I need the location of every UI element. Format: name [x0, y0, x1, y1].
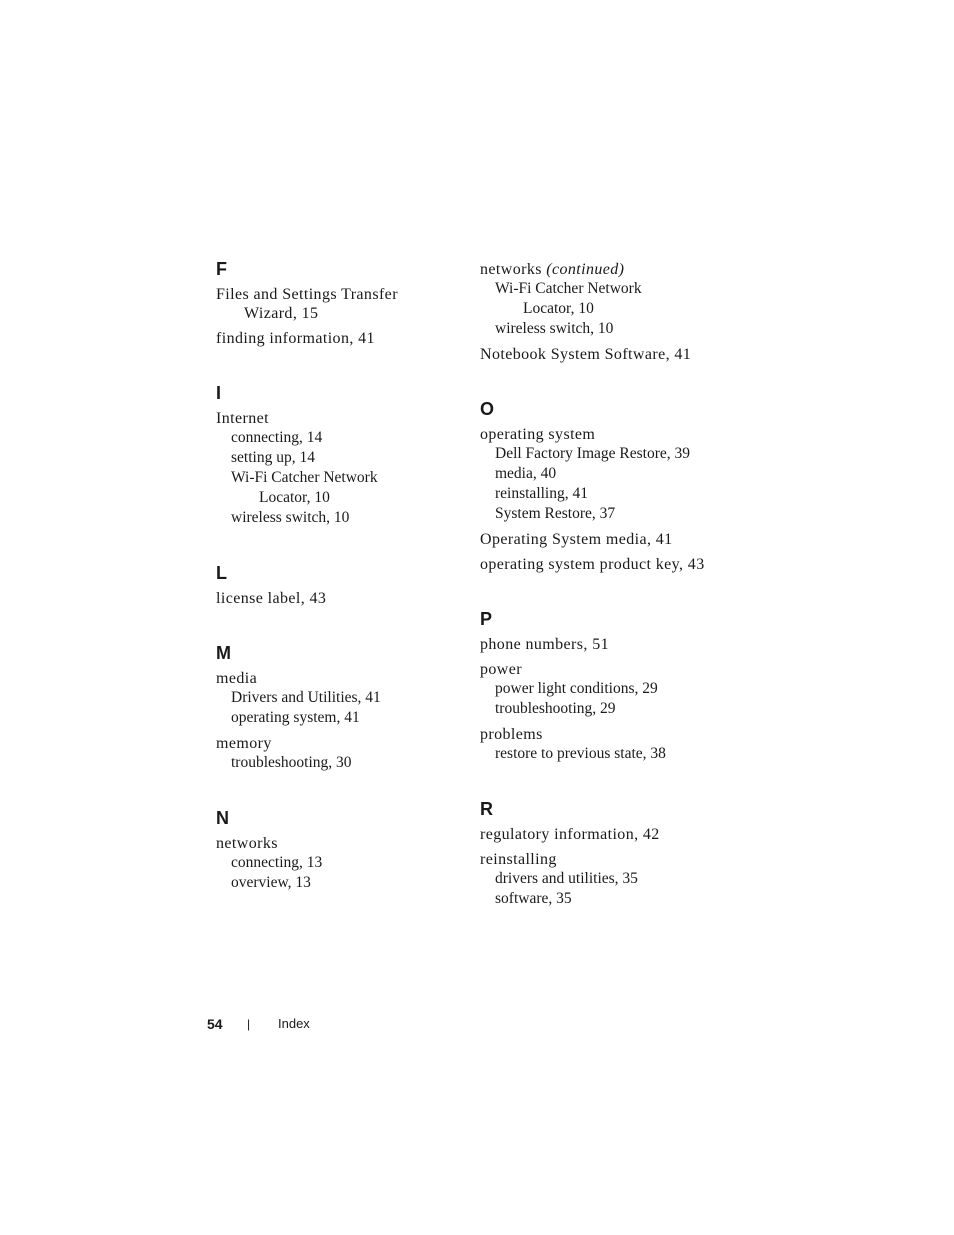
entry-subterm: drivers and utilities, 35 [495, 870, 638, 887]
section-letter: M [216, 643, 231, 663]
index-entry [480, 825, 730, 844]
entry-subterm: reinstalling, 41 [495, 485, 588, 502]
section-letter: L [216, 563, 227, 583]
index-entry [480, 345, 730, 364]
index-entry [480, 725, 730, 764]
entry-term-text: networks [480, 261, 542, 278]
index-entry [480, 555, 730, 574]
entry-term: operating system [480, 426, 596, 443]
index-entry [480, 530, 730, 549]
continued-label: (continued) [546, 261, 625, 278]
index-entry [216, 409, 466, 528]
section-letter: P [480, 609, 493, 629]
entry-subterm: troubleshooting, 30 [231, 754, 352, 771]
index-section-f [216, 258, 466, 348]
entry-term: Internet [216, 410, 269, 427]
entry-term: memory [216, 735, 272, 752]
entry-subterm: overview, 13 [231, 874, 311, 891]
index-column-right [480, 258, 730, 915]
entry-term: license label, 43 [216, 590, 327, 607]
entry-subterm: Wi-Fi Catcher Network [495, 280, 642, 297]
section-letter: F [216, 259, 227, 279]
entry-subterm: power light conditions, 29 [495, 680, 658, 697]
footer-section-label: Index [278, 1016, 310, 1031]
entry-term: Notebook System Software, 41 [480, 346, 692, 363]
entry-term: phone numbers, 51 [480, 636, 610, 653]
entry-term [480, 258, 730, 279]
entry-subterm: wireless switch, 10 [231, 509, 350, 526]
index-entry [480, 850, 730, 909]
section-letter: O [480, 399, 495, 419]
entry-term: regulatory information, 42 [480, 826, 660, 843]
entry-subterm: System Restore, 37 [495, 505, 616, 522]
entry-subterm: connecting, 14 [231, 429, 323, 446]
index-section-i [216, 382, 466, 528]
index-entry [480, 660, 730, 719]
entry-term: operating system product key, 43 [480, 556, 705, 573]
index-section-o [480, 398, 730, 574]
index-entry [216, 285, 466, 323]
section-letter: R [480, 799, 493, 819]
index-section-l [216, 562, 466, 608]
entry-subterm: software, 35 [495, 890, 572, 907]
index-entry [480, 258, 730, 339]
entry-subterm: troubleshooting, 29 [495, 700, 616, 717]
entry-subterm: Wi-Fi Catcher Network [231, 469, 378, 486]
index-section-r [480, 798, 730, 909]
section-letter: N [216, 808, 229, 828]
entry-subterm: setting up, 14 [231, 449, 315, 466]
entry-term: power [480, 661, 522, 678]
entry-subterm: wireless switch, 10 [495, 320, 614, 337]
entry-term: Files and Settings Transfer [216, 286, 398, 303]
entry-term: media [216, 670, 258, 687]
entry-subterm: connecting, 13 [231, 854, 323, 871]
entry-term: Operating System media, 41 [480, 531, 673, 548]
section-letter: I [216, 383, 222, 403]
entry-subterm-continuation: Locator, 10 [259, 489, 330, 506]
entry-term: reinstalling [480, 851, 557, 868]
index-entry [216, 669, 466, 728]
entry-subterm: Drivers and Utilities, 41 [231, 689, 381, 706]
index-section-networks-continued [480, 258, 730, 364]
index-entry [216, 834, 466, 893]
entry-term-continuation: Wizard, 15 [244, 305, 319, 322]
footer-separator: | [247, 1017, 251, 1031]
index-entry [216, 329, 466, 348]
entry-term: problems [480, 726, 543, 743]
entry-subterm: operating system, 41 [231, 709, 360, 726]
index-section-n [216, 807, 466, 893]
index-entry [480, 635, 730, 654]
entry-subterm-continuation: Locator, 10 [523, 300, 594, 317]
index-entry [216, 589, 466, 608]
entry-subterm: Dell Factory Image Restore, 39 [495, 445, 690, 462]
index-section-p [480, 608, 730, 764]
index-column-left [216, 258, 466, 899]
entry-term: networks [216, 835, 278, 852]
entry-subterm: restore to previous state, 38 [495, 745, 666, 762]
index-section-m [216, 642, 466, 773]
entry-term: finding information, 41 [216, 330, 375, 347]
index-entry [480, 425, 730, 524]
entry-subterm: media, 40 [495, 465, 557, 482]
index-entry [216, 734, 466, 773]
page-number: 54 [207, 1016, 223, 1032]
